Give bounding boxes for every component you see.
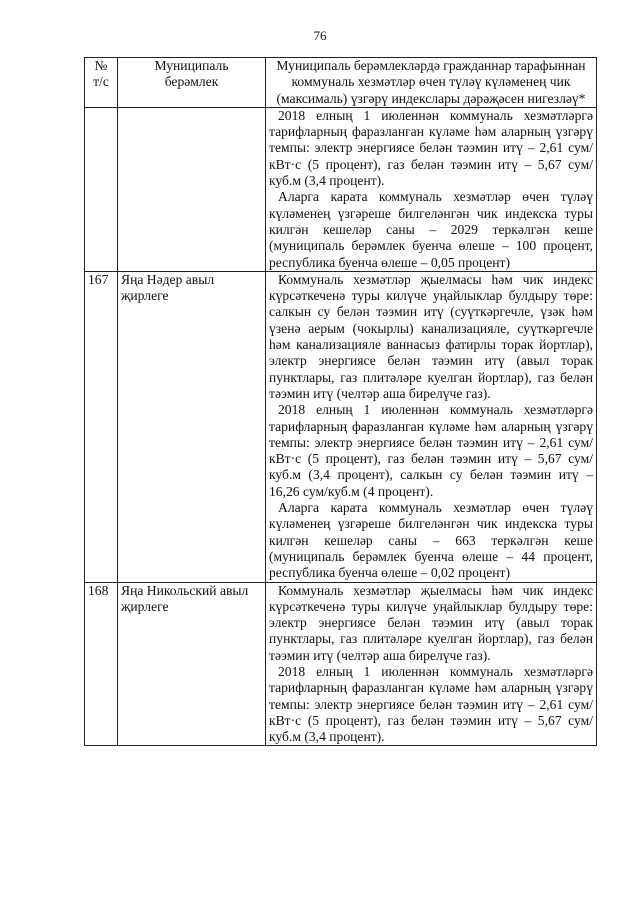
row-municipality: Яңа Нәдер авыл җирлеге	[118, 271, 266, 582]
paragraph: 2018 елның 1 июленнән коммуналь хезмәтләргә тарифларның фаразланган күләме һәм аларның үзгәрү темпы: электр энергиясе белән тәэмин итү – 2,61 сум/кВт·с (5 процент), газ белән тәэмин итү – 5,67 сум/куб.м (3,4 процент).	[269, 663, 593, 745]
paragraph: 2018 елның 1 июленнән коммуналь хезмәтләргә тарифларның фаразланган күләме һәм аларның үзгәрү темпы: электр энергиясе белән тәэмин итү – 2,61 сум/кВт·с (5 процент), газ белән тәэмин итү – 5,67 сум/куб.м (3,4 процент).	[269, 107, 593, 189]
header-municipality-line2: берәмлек	[164, 74, 219, 90]
row-description	[266, 582, 597, 746]
row-municipality: Яңа Никольский авыл җирлеге	[118, 582, 266, 746]
table-row	[85, 582, 597, 746]
table-row	[85, 271, 597, 582]
paragraph: Аларга карата коммуналь хезмәтләр өчен түләү күләменең үзгәреше билгеләнгән чик индекска туры килгән кешеләр саны – 663 теркәлгән кеше (муниципаль берәмлек буенча өлеше – 44 процент, республика буенча өлеше – 0,02 процент)	[269, 500, 593, 581]
paragraph: Коммуналь хезмәтләр җыелмасы һәм чик индекс күрсәткеченә туры килүче уңайлыклар булдыру төре: салкын су белән тәэмин итү (суүткәргечле, үзәк һәм үзенә аерым (чокырлы) канализацияле, суүткәргечле һәм канализацияле ваннасыз фатирлы торак йортлар), электр энергиясе белән тәэмин итү (авыл торак пунктлары, газ плитәләре куелган йортлар), газ белән тәэмин итү (челтәр аша бирелүче газ).	[269, 271, 593, 401]
row-description	[266, 107, 597, 271]
row-municipality	[118, 107, 266, 271]
header-municipality-line1: Муниципаль	[154, 58, 229, 73]
paragraph: Коммуналь хезмәтләр җыелмасы һәм чик индекс күрсәткеченә туры килүче уңайлыклар булдыру төре: электр энергиясе белән тәэмин итү (авыл торак пунктлары, газ плитәләре куелган йортлар), газ белән тәэмин итү (челтәр аша бирелүче газ).	[269, 582, 593, 663]
table-header-row	[85, 58, 597, 108]
page-number: 76	[313, 28, 327, 43]
header-justification-text: Муниципаль берәмлекләрдә гражданнар тарафыннан коммуналь хезмәтләр өчен түләү күләменең чик (максималь) үзгәрү индекслары дәрәҗәсен нигезләү*	[276, 58, 586, 106]
table-row	[85, 107, 597, 271]
header-number-column	[85, 58, 118, 108]
row-number	[85, 107, 118, 271]
row-number: 168	[85, 582, 118, 746]
header-number-line2: т/с	[93, 74, 109, 90]
paragraph: Аларга карата коммуналь хезмәтләр өчен түләү күләменең үзгәреше билгеләнгән чик индекска туры килгән кешеләр саны – 2029 теркәлгән кеше (муниципаль берәмлек буенча өлеше – 100 процент, республика буенча өлеше – 0,05 процент)	[269, 189, 593, 270]
header-municipality-column	[118, 58, 266, 108]
row-description	[266, 271, 597, 582]
header-justification-column	[266, 58, 597, 108]
header-number-line1: №	[94, 58, 108, 73]
tariff-table	[84, 57, 597, 746]
row-number: 167	[85, 271, 118, 582]
paragraph: 2018 елның 1 июленнән коммуналь хезмәтләргә тарифларның фаразланган күләме һәм аларның үзгәрү темпы: электр энергиясе белән тәэмин итү – 2,61 сум/кВт·с (5 процент), газ белән тәэмин итү – 5,67 сум/куб.м (3,4 процент), салкын су белән тәэмин итү – 16,26 сум/куб.м (4 процент).	[269, 402, 593, 499]
